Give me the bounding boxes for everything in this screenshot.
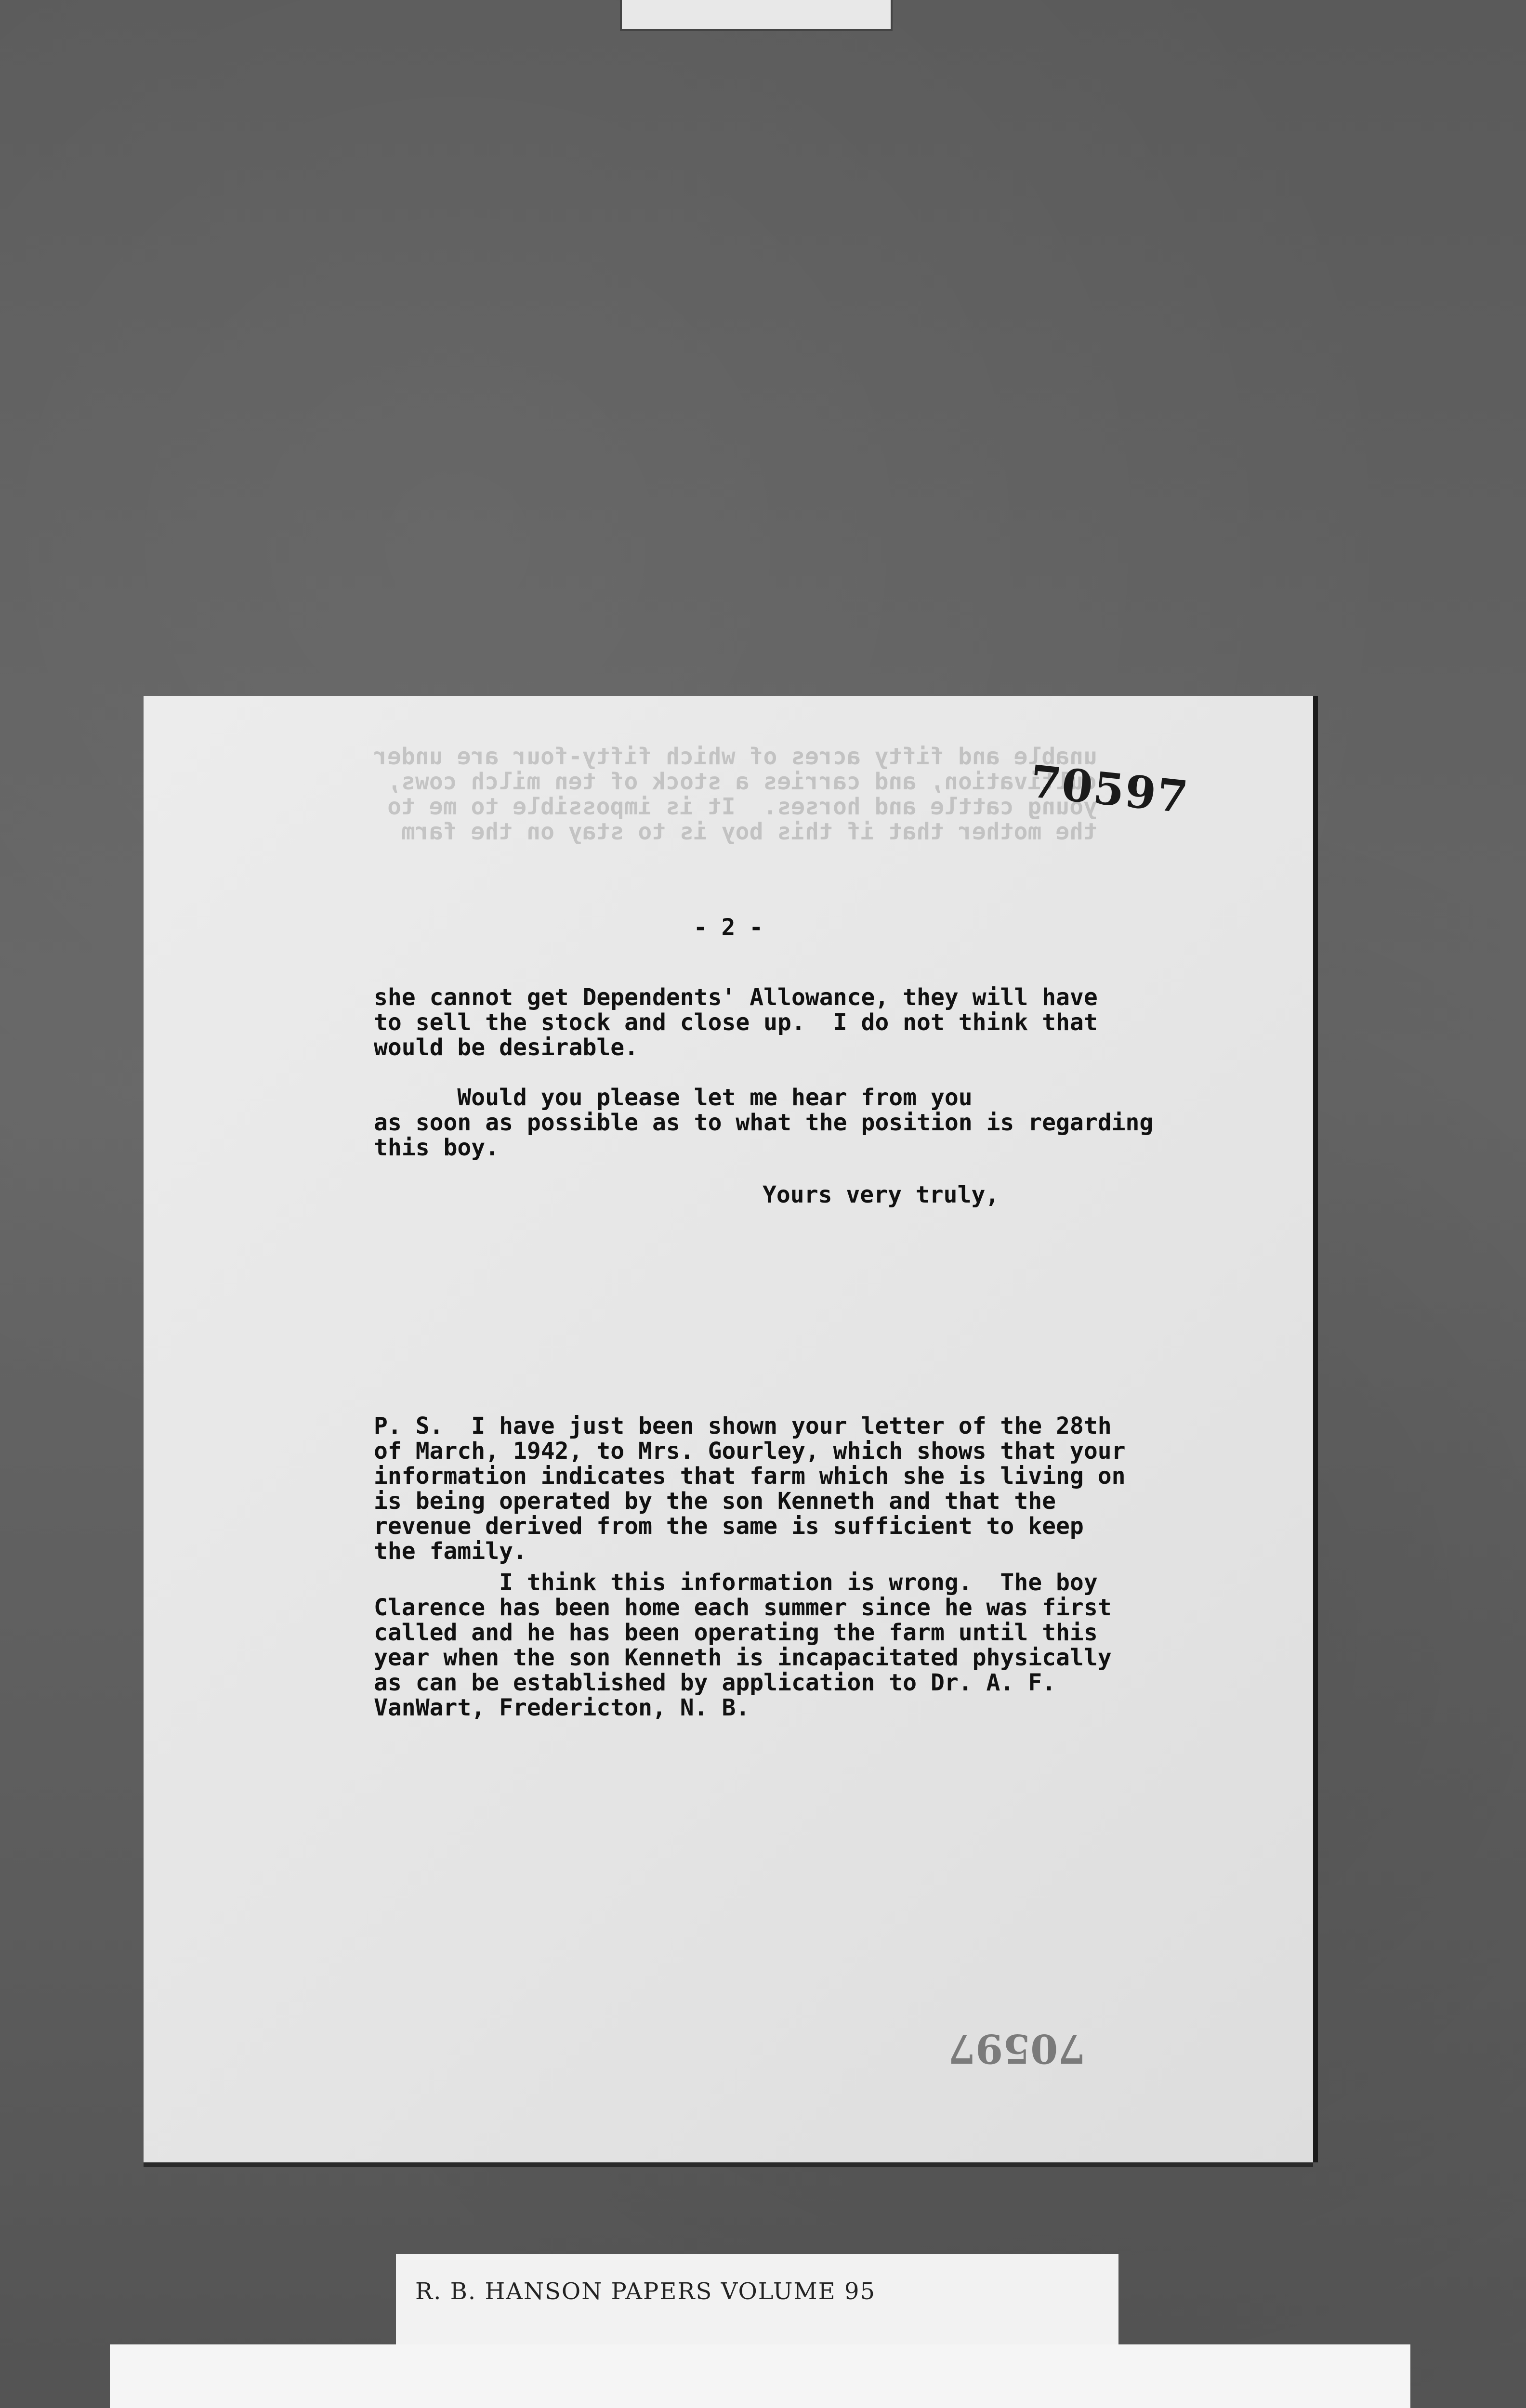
- text-line: of March, 1942, to Mrs. Gourley, which shows that your: [374, 1438, 1126, 1465]
- text-line: this boy.: [374, 1134, 500, 1161]
- archive-stamp-number: 70597: [1027, 755, 1191, 824]
- page-number: - 2 -: [693, 914, 763, 941]
- text-line: information indicates that farm which she is living on: [374, 1463, 1126, 1490]
- text-line: is being operated by the son Kenneth and that the: [374, 1488, 1056, 1515]
- letter-page: [144, 696, 1313, 2162]
- text-line: as soon as possible as to what the position is regarding: [374, 1109, 1154, 1136]
- text-line: I think this information is wrong. The boy: [374, 1569, 1098, 1596]
- text-line: the family.: [374, 1538, 527, 1565]
- text-line: Clarence has been home each summer since he was first: [374, 1594, 1112, 1621]
- text-line: P. S. I have just been shown your letter of the 28th: [374, 1413, 1112, 1440]
- text-line: Would you please let me hear from you: [374, 1084, 973, 1111]
- show-through-text: unable and fifty acres of which fifty-four are under cultivation, and carries a stock of ten milch cows, young cattle and horses. It is impossible to me to the mother that if this boy is to stay on the farm: [373, 743, 1097, 845]
- text-line: as can be established by application to Dr. A. F.: [374, 1669, 1056, 1696]
- text-line: to sell the stock and close up. I do not think that: [374, 1009, 1098, 1036]
- text-line: would be desirable.: [374, 1034, 639, 1061]
- text-line: revenue derived from the same is sufficient to keep: [374, 1513, 1084, 1540]
- mirrored-stamp-show-through: 70597: [948, 2025, 1086, 2071]
- text-line: year when the son Kenneth is incapacitated physically: [374, 1644, 1112, 1671]
- text-line: called and he has been operating the farm until this: [374, 1619, 1098, 1646]
- archives-card: [110, 2344, 1410, 2408]
- volume-label-text: R. B. HANSON PAPERS VOLUME 95: [415, 2278, 876, 2305]
- text-line: she cannot get Dependents' Allowance, they will have: [374, 984, 1098, 1011]
- volume-label-slip: [396, 2254, 1118, 2345]
- text-line: VanWart, Fredericton, N. B.: [374, 1694, 750, 1721]
- top-tab: [620, 0, 893, 31]
- closing: Yours very truly,: [763, 1181, 1000, 1208]
